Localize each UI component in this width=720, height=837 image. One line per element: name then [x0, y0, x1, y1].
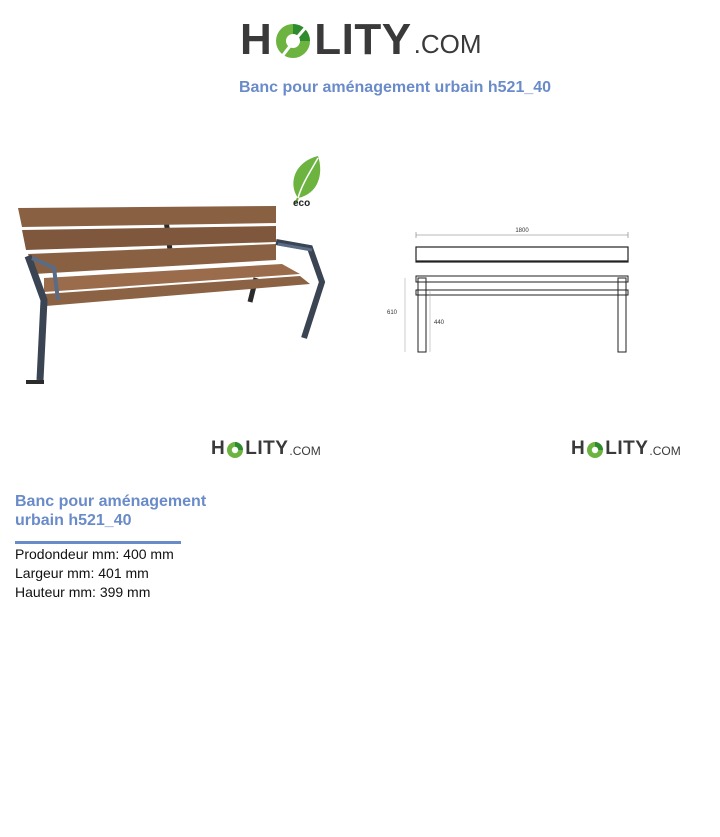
spec-list	[15, 545, 174, 602]
logo-leaf-o-icon	[586, 437, 604, 461]
dim-width: 1800	[515, 228, 529, 234]
logo-com: .COM	[289, 444, 321, 458]
logo-letters: LITY	[245, 438, 289, 459]
bench-technical-drawing	[385, 222, 635, 358]
spec-row-depth	[15, 545, 174, 564]
holity-logo-small	[211, 437, 321, 461]
logo-letter-h: H	[211, 438, 226, 459]
spec-label: Largeur mm:	[15, 565, 95, 581]
page-title: Banc pour aménagement urbain h521_40	[238, 79, 552, 96]
logo-leaf-o-icon	[226, 437, 244, 461]
spec-row-height	[15, 583, 174, 602]
spec-label: Hauteur mm:	[15, 584, 96, 600]
product-section-title: Banc pour aménagement urbain h521_40	[15, 493, 207, 529]
logo-leaf-o-icon	[273, 14, 313, 66]
section-divider	[15, 541, 181, 544]
logo-letters: LITY	[605, 438, 649, 459]
logo-com: .COM	[413, 29, 482, 59]
logo-letters: LITY	[314, 15, 412, 64]
spec-value: 401 mm	[98, 565, 149, 581]
logo-com: .COM	[649, 444, 681, 458]
dim-height-seat: 440	[434, 320, 445, 326]
holity-logo[interactable]	[240, 14, 482, 66]
logo-letter-h: H	[240, 15, 273, 64]
eco-label: eco	[293, 198, 311, 209]
spec-row-width	[15, 564, 174, 583]
holity-logo-small	[571, 437, 681, 461]
logo-letter-h: H	[571, 438, 586, 459]
spec-value: 400 mm	[123, 546, 174, 562]
dim-height-total: 610	[387, 310, 398, 316]
spec-value: 399 mm	[99, 584, 151, 600]
spec-label: Prodondeur mm:	[15, 546, 120, 562]
